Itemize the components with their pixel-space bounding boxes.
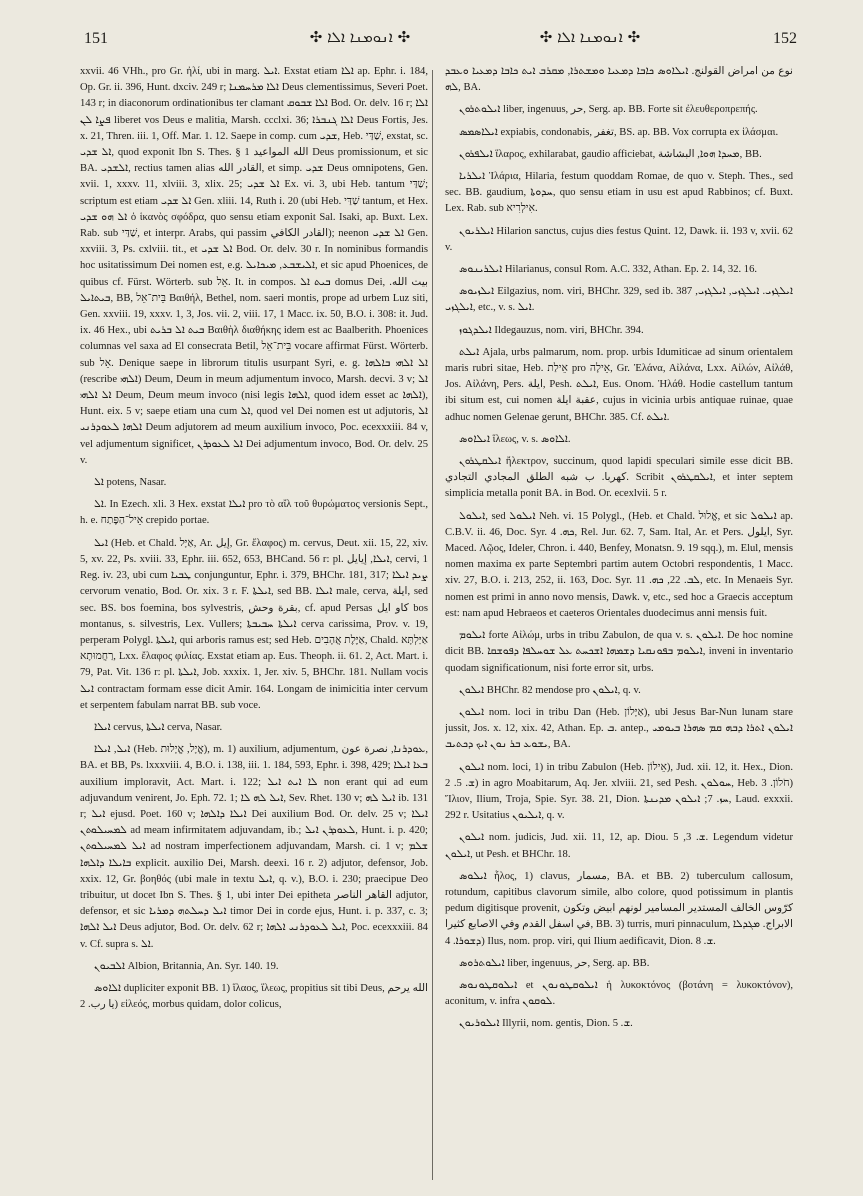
dictionary-entry: ܐܝܠ, ܐܝܠܐ (Heb. אֱיָל, אֱיָלוּת), m. 1) auxilium, adjumentum, ܥܘܕܪܢܐ, نصرة عون, BA. et BB, Ps. lxxxviii. 4, B.O. i. 138, iii. 1. 184, 593, Ephr. i. 398, 429; ܒܥܐ ܐܝܠܐ auxilium imploravit, Act. Mart. i. 122; ܠܐ ܐܝܬ ܐܝܠ non erant qui ad eum adjuvandum venirent, Jo. Eph. 72. 1; ܐܝܠ ܠܗ ܠܐ, Sev. Rhet. 130 v; ܐܝܠ ܠܗ ib. 131 r; ܐܝܠ ejusd. Poet. 160 v; ܐܝܠܐ ܕܐܠܗܐ Dei auxilium Bod. Or. delv. 25 v; ܐܝܠܐ ܠܡܚܝܠܘܬܢ ad meam infirmitatem adjuvandam, ib.; ܠܥܘܕܪܢ ܐܝܠ, Hunt. i. p. 420; ܐܝܠ ܠܡܚܝܠܘܬܢ ad nostram imperfectionem adjuvandam, Marsh. ci. 1 v; ܫܠܡ ܒܐܝܠܐ ܕܐܠܗܐ explicit. auxilio Dei, Marsh. deexi. 16 r. 2) adjutor, defensor, Job. xxix. 12, Gr. βοηθός (ubi male in textu ܐܝܠ, q. v.), B.O. i. 230; praecipue Deo tribuitur, ut docet Ibn S. Thes. § 1, ubi inter Dei epitheta القاهر الناصر adjutor, defensor, et sic ܐܝܠ ܕܚܠܬܗ ܕܡܪܝܐ timor Dei in corde ejus, Hunt. i. p. 337, c. 3; ܐܝܠ ܐܠܗܐ Deus adjutor, Bod. Or. delv. 62 r; ܐܝܠ ܠܥܘܕܪܢܝ ܐܠܗܐ, Poc. ecexxxiii. 84 v. Cf. supra s. ܐܠ. <box>80 744 428 950</box>
column-divider <box>432 70 433 1180</box>
left-running-head: ✣ ܐܢܘܡܢܐ ܐܠܐ ✣ <box>309 28 411 46</box>
dictionary-entry: ܐܝܠܙܝܘܣ Eilgazius, nom. viri, BHChr. 329, sed ib. 387 ܐܝܠܓܙܝ. ܐܝܠܓܙܝ, ܐܝܠܓܙܝ, ܐܝܠܓܙܝ, etc., v. s. ܐܝܠ. <box>445 286 793 314</box>
dictionary-entry: ܐܝܠܘܡ forte Αἰλώμ, urbs in tribu Zabulon, de qua v. s. ܐܝܠܘܢ. De hoc nomine dicit BB. ܐܝܠܘܡ ܒܦܘܢܩܝܐ ܕܫܡܗܐ ܐܫܟܚܬ ܥܠ ܫܘܚܠܦܐ ܕܦܘܫܩܐ, inveni in inventario quodam significationum, nisi forte error sit, urbs. <box>445 630 793 674</box>
dictionary-entry: ܐܝܠܘܢ nom. judicis, Jud. xii. 11, 12, ap. Diou. ܫ. 3, 5. Legendum videtur ܐܝܠܘܢ, ut Pesh. et BHChr. 18. <box>445 832 793 860</box>
right-column <box>445 64 793 1184</box>
dictionary-entry: xxvii. 46 VHh., pro Gr. ἠλί, ubi in marg. ܐܝܠ. Exstat etiam ܐܠܐ ap. Ephr. i. 184, Op. Gr. ii. 396, Hunt. dxciv. 249 r; ܐܠܐ ܡܪܚܡܢܐ Deus clementissimus, Severi Poet. 143 r; in diaconorum ordinationibus ter clamant ܐܠܐ ܫܒܘܩ Bod. Or. delv. 16 r; ܐܠܐ ܦܨܐ ܠܢ liberet vos Deus e malitia, Marsh. ccclxi. 36; ܐܠܐ ܓܢܒܪܐ Deus Fortis, Jes. x. 21, Thren. iii. 1, Off. Mar. 1. 12. Saepe in comp. cum ܫܕܝ, Heb. שַׁדַּי, exstat, sc. ܐܠ ܫܕܝ, quod exponit Ibn S. Thes. § 1 الله المواعيد Deus promissionum, et sic BA. ܐܠܫܕܝ, rectius tamen alias القادر الله, et simp. ܫܕܝ Deus omnipotens, Gen. xvii. 1, xxxv. 11, xlviii. 3, xlix. 25; ܐܠ ܫܕܝ Ex. vi. 3, ubi Heb. tantum שַׁדַּי; scriptum est etiam ܐܠ ܫܕܝ Gen. xliii. 14, Ruth i. 20 (ubi Heb. שַׁדַּי tantum, et Hex. ܐܠ ܗܘ ܫܕܝ ὁ ἱκανὸς σφόδρα, quo sensu etiam exponit Sal. Isaki, ap. Buxt. Lex. Rab. sub שַׁדַּי, et interpr. Arabs, qui passim القادر الكافي); neenon ܐܠ ܫܕܝ Gen. xxviii. 3, Ps. cxlviii. tit., et ܐܠ ܫܕܝ Bod. Or. delv. 30 r. In nominibus formandis hoc usitatissimum Dei nomen est, e.g. ܐܠܝܫܒܥ, ܡܝܟܐܝܠ, et sic apud Phoenices, de quibus cf. Fürst. Wörterb. sub אֵל. It. in compos. ܒܝܬ ܐܠ domus Dei, بيت الله. ܒܝܬܐܝܠ, BB, בֵּית־אֵל Βαιθήλ, Bethel, nom. saeri montis, prope ad urbem Luz siti, Gen. xxviii. 19, xxxv. 1, 3, Jos. vii. 2, viii. 17, 1 Macc. ix. 50, B.O. i. 308: it. Jud. ix. 46 Hex., ubi ܒܝܬ ܐܠ ܒܪܝܬ Βαιθὴλ διαθήκης idem est ac Baalberith. Phoenices columnas vel saxa ad El consecrata Betil, בֵּית־אֵל vocare affirmat Fürst. Wörterb. sub אֵל. Denique saepe in librorum titulis usurpant Syri, e. g. ܐܠ ܐܠܗܝ ܒܐܠܗܐ (rescribe ܐܠܗܝ) Deum, Deum in meum adjumentum invoco, Marsh. decvi. 3 v; ܐܠ ܐܠ ܐܠܗܝ Deum, Deum meum invoco (nisi legis ܐܠܗܐ, quod idem esset ac ܐܠܗܐ), Hunt. eix. 5 v; saepe etiam una cum ܐܠ, quod vel Dei nomen est ut adjutoris, ܐܠ ܐܠܗܐ ܠܥܘܕܪܢܝ Deum adjutorem ad meum auxilium invoco, Poc. ecexxxiii. 84 v, vel adjumentum significet, ܐܠ ܠܥܘܕܪܢ Dei adjumentum invoco, Bod. Or. delv. 25 v. <box>80 66 428 466</box>
dictionary-entry: ܐܝܠܘܠ, sed ܐܝܠܘܠ Neh. vi. 15 Polygl., (Heb. et Chald. אֱלוּל, et sic ܐܝܠܘܠ ap. C.B.V. ii. 46, Doc. Syr. ܟܗ. 4, Rel. Jur. 62. 7, Sam. Ital, Ar. et Pers. ايلول, Syr. Maced. Λῷος, Ideler, Chron. i. 440, Benfey, Monatsn. 9. 19 sqq.), m. Elul, mensis nomen maxima ex parte Septembri partim autem Octobri respondentis, 1 Macc. xiv. 27, B.O. i. 213, 252, ii. 163, Doc. Syr. ܠܒ. 22, ܟܗ. 11, etc. In Menaeis Syr. nomen est primi in anno novo mensis, Dawk. v, etc., sed hoc a Graecis acceptum est: nam apud Hebraeos et caeteros Orientales duodecimus anni mensis fuit. <box>445 510 793 619</box>
dictionary-entry: ܐܝܠܪܝܘܢ Hilarion sanctus, cujus dies festus Quint. 12, Dawk. ii. 193 v, xvii. 62 v. <box>445 225 793 253</box>
left-page-number: 151 <box>84 30 108 47</box>
dictionary-entry: ܐܝܠܘܢ nom. loci in tribu Dan (Heb. אַיָּלוֹן), ubi Jesus Bar-Nun lunam stare jussit, Jos. x. 12, xix. 42, Athan. Ep. ܒ. antep., ܐܝܠܘܢ ܐܬܪܐ ܕܒܗ ܩܡ ܣܗܪܐ ܒܝܘܡܝ ܝܫܘܥ ܒܪ ܢܘܢ ܐܝܟ ܕܟܬܝܒ, BA. <box>445 706 793 751</box>
dictionary-entry: ܐܠܒܝܘܢ Albion, Britannia, An. Syr. 140. 19. <box>94 960 279 972</box>
left-column <box>80 64 428 1184</box>
dictionary-entry: ܐܝܠܐܣܡܣ expiabis, condonabis, تغفر, BS. ap. BB. Vox corrupta ex ἱλάσμαι. <box>459 126 779 138</box>
dictionary-entry: ܐܠܐܘܣ dupliciter exponit BB. 1) ἵλαος, ἵλεως, propitius sit tibi Deus, الله يرحم يا رب. 2) εἰλεός, morbus quidam, dolor colicus, <box>80 982 428 1011</box>
right-page-number: 152 <box>773 30 797 47</box>
dictionary-entry: ܐܝܠ (Heb. et Chald. אַיָּל, Ar. إيل, Gr. ἔλαφος) m. cervus, Deut. xii. 15, 22, xiv. 5, xv. 22, Ps. xviii. 33, Ephr. iii. 652, 653, BHCand. 56 r: pl. ܐܝܠܐ, إيايل, cervi, 1 Reg. iv. 23, ubi cum ܛܒܝܐ conjunguntur, Ephr. i. 379, BHChr. 181, 317; ܨܝܕ ܐܝܠܐ cervorum venatio, Bod. Or. xix. 3 r. F. ܐܝܠܬܐ, sed BB. ܐܝܠܐ male, cerva, ايلة, sed sec. BS. bos foemina, bos sylvestris, بقرة وحش, cf. apud Persas كاو ايل bos montanus, s. silvestris, Lex. Vullers; ܐܝܠܬܐ ܚܒܝܒܬܐ cerva carissima, Prov. v. 19, perperam Polygl. ܐܝܠܬܐ, qui arboris ramus est; sed Heb. אַיֶּלֶת אֲהָבִים, Chald. אַיַּלְתָּא רַחֲמוּתָא, Lxx. ἔλαφος φιλίας. Exstat etiam ap. Eus. Theoph. ii. 61. 2, Act. Mart. i. 79, Pat. Vit. 136 r: pl. ܐܝܠܬܐ, Job. xxxix. 1, Jer. xiv. 5, BHChr. 181. Nullam vocis ܐܝܠ contractam formam esse dicit Amir. 164. Longam de inimicitia inter cervum et serpentem fabulam narrat BB. sub voce. <box>80 537 428 711</box>
dictionary-entry: ܐܝܠܘܬܪܘܢ liber, ingenuus, حر, Serg. ap. BB. Forte sit ἐλευθεροπρεπής. <box>459 104 758 116</box>
dictionary-entry: ܐܝܠܪܝܐ Ἱλάρια, Hilaria, festum quoddam Romae, de quo v. Steph. Thes., sed sec. BB. gaudium, ܚܕܘܬܐ, quo sensu etiam in usu est apud Rabbinos; cf. Buxt. Lex. Rab. sub אִילְרִיא. <box>445 171 793 215</box>
dictionary-entry: ܐܝܠܩܛܪܘܢ ἤλεκτρον, succinum, quod lapidi speculari simile esse dicit BB. كهربا. ب شبه الطلق المجادي التجادي. Scribit ܐܝܠܩܛܪܘܢ, et inter septem simplicia metalla ponit BA. in Bod. Or. ecexlvii. 5 r. <box>445 456 793 500</box>
dictionary-entry: ܐܝܠܘܣ ἧλος, 1) clavus, مسمار, BA. et BB. 2) tuberculum callosum, rotundum, capitibus clavorum simile, albo colore, quod potissimum in plantis pedum digitisque provenit, كرّوس الخالف المستدير المسامير لونهم ابيض وتكون في اسفل القدم وفي الاصابع كثيرا, BB. 3) turris, muri pinnaculum, الابراج. ܡܓܕܠܐ ܕܫܘܪܐ. 4) Ilus, nom. prop. viri, qui Ilium aedificavit, Dion. ܫ. 8. <box>445 870 793 947</box>
dictionary-entry: ܐܝܠܐܘܣ ἵλεως, v. s. ܐܠܐܘܣ. <box>459 433 571 445</box>
dictionary-entry: ܐܝܠܪܝܢܘܣ Hilarianus, consul Rom. A.C. 332, Athan. Ep. 2. 14, 32. 16. <box>459 264 758 276</box>
dictionary-entry: ܐܝܠܕܓܘܙ Ildegauzus, nom. viri, BHChr. 394. <box>459 324 644 336</box>
dictionary-entry: ܐܝܠܘܩܛܘܢܘܣ et ܐܝܠܘܩܛܘܢܘܢ ἡ λυκοκτόνος (βοτάνη = λυκοκτόνον), aconitum, v. infra ܠܘܩܘܢ. <box>445 979 793 1008</box>
page-header <box>0 22 863 52</box>
dictionary-entry: ܐܝܠܦܪܘܢ ἵλαρος, exhilarabat, gaudio afficiebat, ܡܚܕܐ ܗܘܐ, البشاشة, BB. <box>459 148 762 160</box>
dictionary-entry: ܐܝܠܬ Ajala, urbs palmarum, nom. prop. urbis Idumiticae ad sinum orientalem maris rubri sitae, Heb. אֵילַת pro אֵילָה, Gr. Ἐλάνα, Αἰλάνα, Lxx. Αἰλών, Αἰλάθ, Jos. Αἰλάνη, Pers. ايلة, Pesh. ܐܝܠܬ, Eus. Onom. Ἠλάθ. Hodie castellum tantum ibi situm est, cui nomen عقبة ايلة, cujus in vicinia urbis antiquae ruinae, quae adhuc nomen Gelenae gerunt, BHChr. 385. Cf. ܐܝܠܬ. <box>445 346 793 423</box>
dictionary-entry: ܐܝܠܘܬܪܘܣ liber, ingenuus, حر, Serg. ap. BB. <box>459 957 650 969</box>
right-running-head: ✣ ܐܢܘܡܢܐ ܐܠܐ ✣ <box>539 28 641 46</box>
dictionary-entry: نوع من امراض القولنج. ܐܝܠܐܘܣ ܟܐܒܐ ܕܡܥܝܐ ܘܡܫܬܪܐ, ܡܩܪܒ ܐܝܬ ܟܐܒܐ ܕܡܥܝܐ ܘܥܒܕ ܠܗ, BA. <box>445 66 793 94</box>
dictionary-entry: ܐܝܠܘܪܝܘܢ Illyrii, nom. gentis, Dion. ܫ. 5. <box>459 1018 633 1030</box>
dictionary-entry: ܐܝܠܘܢ nom. loci, 1) in tribu Zabulon (Heb. אֵילוֹן), Jud. xii. 12, it. Hex., Dion. ܫ. 5. 2) in agro Moabitarum, Aq. Jer. xlviii. 21, sed Pesh. ܚܘܠܘܢ, Heb. חֹלוֹן. 3) Ἴλιον, Ilium, Troja, Spie. Syr. 38. 21, Dion. ܚܙ. 7; ܐܝܠܘܢ ܡܕܝܢܬܐ, Laud. exxxii. 292 r. Usitatius ܐܝܠܝܘܢ, q. v. <box>445 761 793 822</box>
dictionary-entry: ܐܝܠܐ cervus, ܐܝܠܬܐ cerva, Nasar. <box>94 721 223 733</box>
dictionary-entry: ܐܠ. In Ezech. xli. 3 Hex. exstat ܐܝܠܐ pro τὸ αἴλ τοῦ θυρώματος versionis Sept., h. e. אֵיל־הַפֶּתַח crepido portae. <box>80 499 428 527</box>
dictionary-entry: ܐܝܠܘܢ BHChr. 82 mendose pro ܐܝܠܘܢ, q. v. <box>459 684 641 696</box>
dictionary-entry: ܐܠ potens, Nasar. <box>94 477 167 489</box>
